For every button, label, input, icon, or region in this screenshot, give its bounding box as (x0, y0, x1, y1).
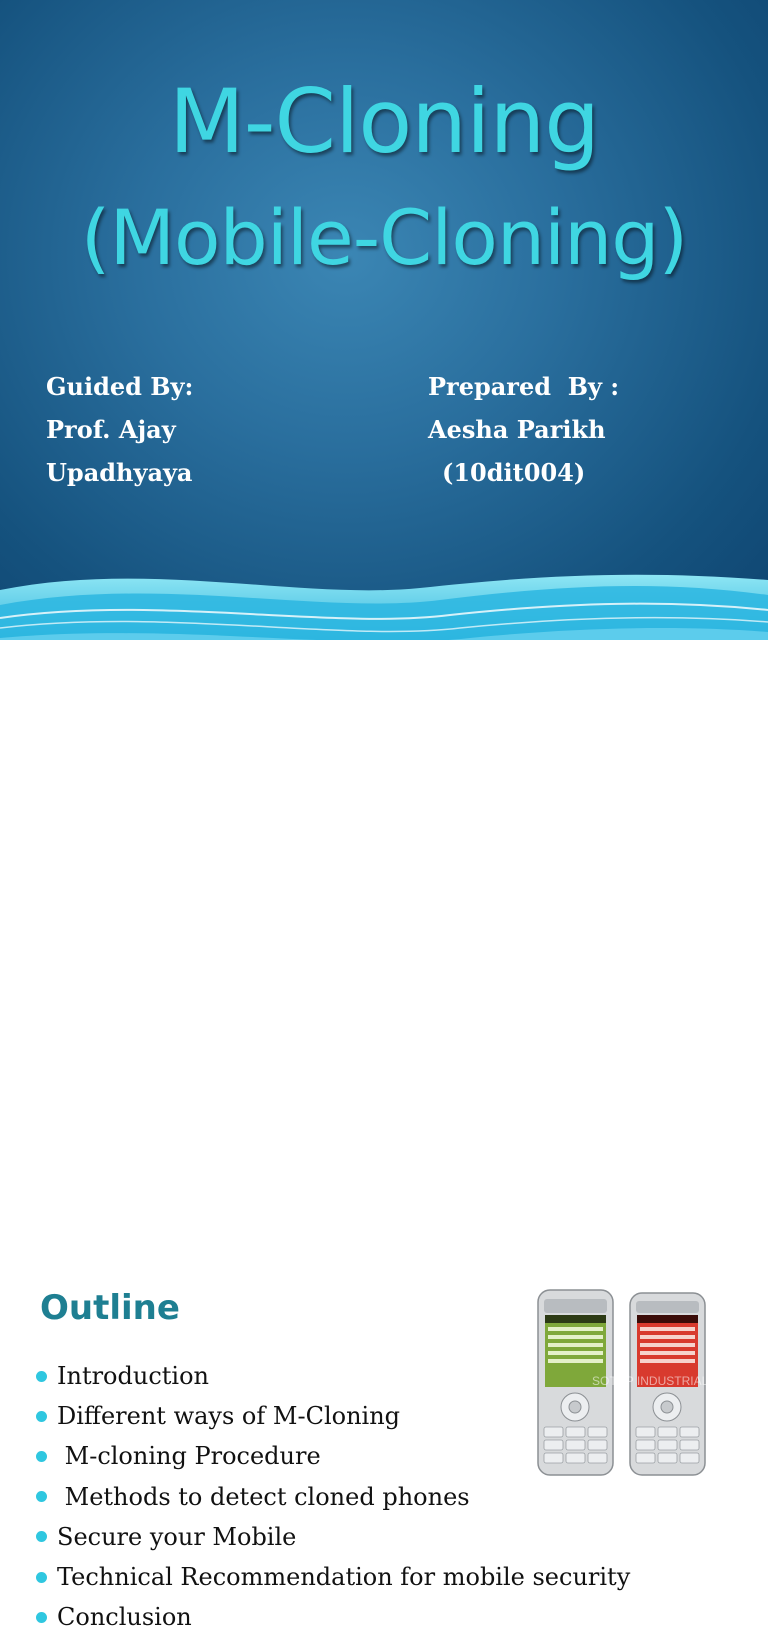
list-item: Conclusion (36, 1597, 630, 1637)
slide-subtitle: (Mobile-Cloning) (80, 193, 688, 282)
guide-name-line1: Prof. Ajay (46, 415, 176, 444)
title-slide (0, 0, 768, 640)
bullet-dot-icon (36, 1531, 47, 1542)
slide-title: M-Cloning (168, 70, 600, 173)
list-item: Different ways of M-Cloning (36, 1396, 630, 1436)
image-watermark: SOTOP INDUSTRIAL LTD (592, 1374, 733, 1388)
bullet-dot-icon (36, 1411, 47, 1422)
bullet-dot-icon (36, 1491, 47, 1502)
list-item: Technical Recommendation for mobile security (36, 1557, 630, 1597)
list-item: Methods to detect cloned phones (36, 1477, 630, 1517)
prepared-by-block (428, 365, 619, 494)
bullet-dot-icon (36, 1572, 47, 1583)
guide-name-line2: Upadhyaya (46, 458, 193, 487)
prepared-by-label: Prepared By : (428, 372, 620, 401)
list-item: Introduction (36, 1356, 630, 1396)
guided-by-label: Guided By: (46, 372, 194, 401)
bullet-dot-icon (36, 1612, 47, 1623)
list-item: Secure your Mobile (36, 1517, 630, 1557)
outline-slide (0, 640, 768, 1632)
guided-by-block (46, 365, 193, 494)
mobile-phones-image (530, 1285, 740, 1480)
outline-heading: Outline (40, 1288, 180, 1328)
bullet-dot-icon (36, 1371, 47, 1382)
author-name: Aesha Parikh (428, 415, 606, 444)
bullet-dot-icon (36, 1451, 47, 1462)
list-item: M-cloning Procedure (36, 1436, 630, 1476)
author-id: (10dit004) (442, 458, 586, 487)
